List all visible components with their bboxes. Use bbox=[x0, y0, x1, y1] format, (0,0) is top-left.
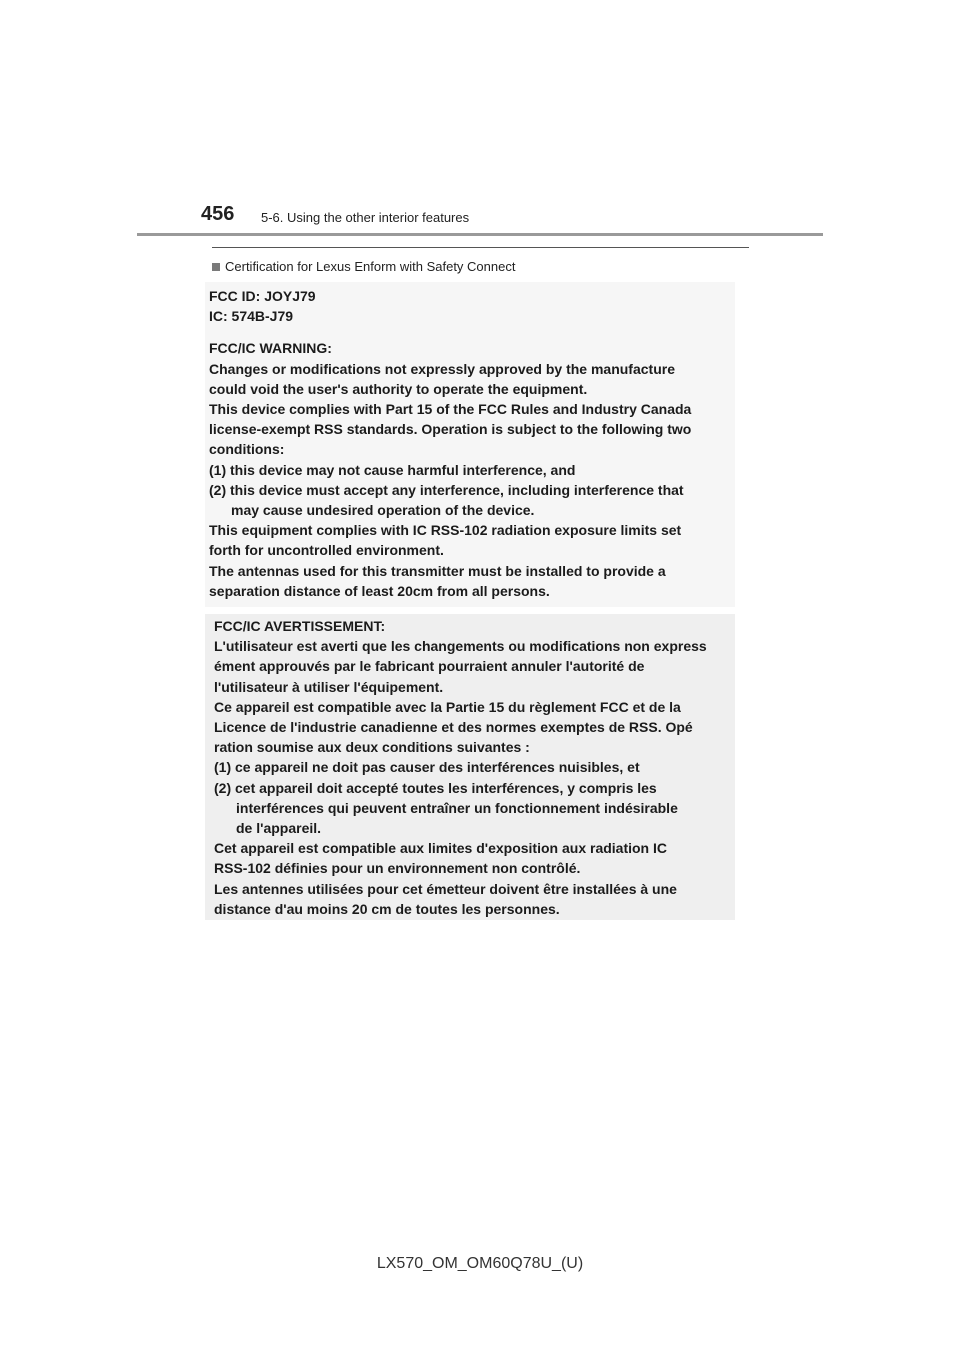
spacer bbox=[209, 326, 735, 338]
french-text-line: l'utilisateur à utiliser l'équipement. bbox=[214, 678, 444, 695]
french-text-line: distance d'au moins 20 cm de toutes les personnes. bbox=[214, 900, 560, 917]
english-text-line: conditions: bbox=[209, 441, 285, 458]
document-code: LX570_OM_OM60Q78U_(U) bbox=[376, 1255, 584, 1272]
french-text-block bbox=[214, 616, 735, 919]
french-text-line: ration soumise aux deux conditions suivantes : bbox=[214, 739, 530, 756]
english-text-line: This device complies with Part 15 of the FCC Rules and Industry Canada bbox=[209, 401, 692, 418]
fcc-warning-scan-french bbox=[205, 614, 735, 920]
subheading-text: Certification for Lexus Enform with Safety Connect bbox=[225, 259, 516, 274]
subheading-divider bbox=[212, 247, 749, 248]
french-text-line: Les antennes utilisées pour cet émetteur doivent être installées à une bbox=[214, 880, 677, 897]
english-text-block bbox=[209, 338, 735, 601]
french-text-line: Licence de l'industrie canadienne et des normes exemptes de RSS. Opé bbox=[214, 719, 693, 736]
section-title: 5-6. Using the other interior features bbox=[261, 210, 470, 225]
english-text-line: separation distance of least 20cm from all persons. bbox=[209, 582, 550, 599]
english-text-line: FCC/IC WARNING: bbox=[209, 340, 332, 357]
french-text-line: ément approuvés par le fabricant pourraient annuler l'autorité de bbox=[214, 658, 645, 675]
french-text-line: Cet appareil est compatible aux limites d'exposition aux radiation IC bbox=[214, 840, 667, 857]
subheading bbox=[212, 259, 515, 274]
french-text-line: (1) ce appareil ne doit pas causer des interférences nuisibles, et bbox=[214, 759, 640, 776]
french-text-line: Ce appareil est compatible avec la Partie 15 du règlement FCC et de la bbox=[214, 698, 681, 715]
page-number: 456 bbox=[201, 203, 235, 225]
french-text-line: FCC/IC AVERTISSEMENT: bbox=[214, 618, 386, 634]
english-text-line: license-exempt RSS standards. Operation is subject to the following two bbox=[209, 421, 692, 438]
french-text-line: interférences qui peuvent entraîner un fonctionnement indésirable bbox=[236, 799, 678, 816]
english-text-line: (1) this device may not cause harmful interference, and bbox=[209, 461, 576, 478]
fcc-warning-scan-english bbox=[205, 282, 735, 607]
english-text-line: may cause undesired operation of the device. bbox=[231, 502, 535, 519]
french-text-line: (2) cet appareil doit accepté toutes les interférences, y compris les bbox=[214, 779, 657, 796]
english-text-line: This equipment complies with IC RSS-102 radiation exposure limits set bbox=[209, 522, 682, 539]
english-text-line: could void the user's authority to operate the equipment. bbox=[209, 380, 588, 397]
header-divider bbox=[137, 233, 823, 236]
ic-id: IC: 574B-J79 bbox=[209, 308, 294, 325]
french-text-line: L'utilisateur est averti que les changements ou modifications non express bbox=[214, 638, 707, 655]
english-text-line: The antennas used for this transmitter must be installed to provide a bbox=[209, 562, 666, 579]
fcc-id: FCC ID: JOYJ79 bbox=[209, 288, 316, 304]
english-text-line: (2) this device must accept any interference, including interference that bbox=[209, 481, 684, 498]
square-bullet-icon bbox=[212, 263, 220, 271]
french-text-line: RSS-102 définies pour un environnement non contrôlé. bbox=[214, 860, 581, 877]
french-text-line: de l'appareil. bbox=[236, 820, 322, 837]
english-text-line: Changes or modifications not expressly approved by the manufacture bbox=[209, 360, 675, 377]
english-text-line: forth for uncontrolled environment. bbox=[209, 542, 444, 559]
